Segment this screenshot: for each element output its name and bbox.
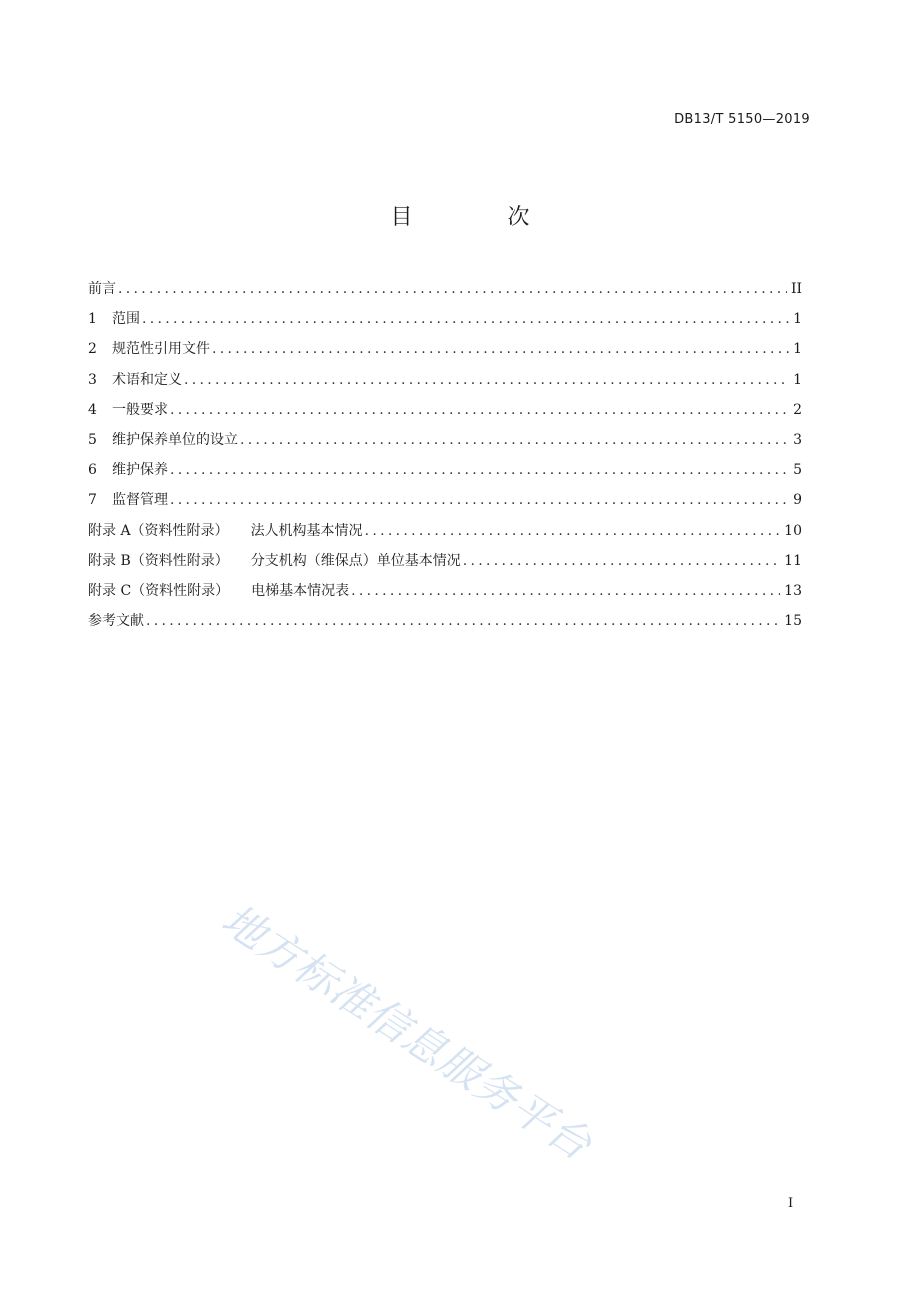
toc-entry-subtitle: 法人机构基本情况 <box>250 522 363 539</box>
toc-entry-bibliography[interactable] <box>88 610 802 640</box>
toc-title: 目 次 <box>390 205 574 230</box>
toc-entry-appendix-c[interactable] <box>88 580 802 610</box>
toc-entry-number: 2 <box>88 341 97 358</box>
toc-entry-scope[interactable] <box>88 308 802 338</box>
toc-entry-page: 9 <box>793 492 802 509</box>
toc-entry-title: 附录 B（资料性附录） <box>88 552 229 569</box>
dot-leader <box>463 553 780 569</box>
dot-leader <box>184 372 789 388</box>
toc-entry-title: 术语和定义 <box>112 371 182 388</box>
dot-leader <box>170 462 789 478</box>
dot-leader <box>118 281 787 297</box>
toc-entry-number: 3 <box>88 371 97 388</box>
toc-entry-number: 5 <box>88 431 97 448</box>
dot-leader <box>170 492 789 508</box>
toc-entry-page: 15 <box>784 613 802 630</box>
toc-entry-title: 前言 <box>88 281 116 297</box>
toc-entry-page: 2 <box>793 401 802 418</box>
toc-entry-foreword[interactable] <box>88 278 802 308</box>
toc-entry-title: 维护保养单位的设立 <box>112 431 238 448</box>
page-number: I <box>788 1196 794 1211</box>
toc-entry-page: II <box>790 281 802 297</box>
dot-leader <box>146 613 780 629</box>
dot-leader <box>212 341 789 357</box>
watermark: 地方标准信息服务平台 <box>213 894 601 1170</box>
toc-entry-terms-definitions[interactable] <box>88 369 802 399</box>
toc-entry-page: 5 <box>793 462 802 479</box>
toc-entry-subtitle: 电梯基本情况表 <box>251 582 350 599</box>
dot-leader <box>240 432 789 448</box>
toc-entry-page: 3 <box>793 431 802 448</box>
toc-entry-title: 规范性引用文件 <box>112 341 210 358</box>
toc-entry-normative-references[interactable] <box>88 338 802 368</box>
toc-entry-title: 附录 C（资料性附录） <box>88 582 230 599</box>
toc-entry-title: 范围 <box>112 311 140 328</box>
toc-entry-maintenance[interactable] <box>88 459 802 489</box>
toc-entry-title: 监督管理 <box>112 492 168 509</box>
toc-entry-number: 4 <box>88 401 97 418</box>
toc-entry-page: 10 <box>784 522 802 539</box>
toc-entry-number: 6 <box>88 462 97 479</box>
toc-entry-title: 维护保养 <box>112 462 168 479</box>
toc-entry-page: 1 <box>793 341 802 358</box>
toc-entry-page: 11 <box>784 552 802 569</box>
toc-entry-page: 1 <box>793 311 802 328</box>
toc-entry-general-requirements[interactable] <box>88 399 802 429</box>
toc-entry-page: 1 <box>793 371 802 388</box>
toc-entry-unit-establishment[interactable] <box>88 429 802 459</box>
toc-entry-title: 附录 A（资料性附录） <box>88 522 229 539</box>
dot-leader <box>351 583 780 599</box>
toc-entry-page: 13 <box>784 582 802 599</box>
toc-entry-title: 一般要求 <box>112 401 168 418</box>
toc-entry-number: 1 <box>88 311 97 328</box>
toc-entry-title: 参考文献 <box>88 613 144 630</box>
dot-leader <box>170 402 789 418</box>
toc-entry-subtitle: 分支机构（维保点）单位基本情况 <box>250 552 461 569</box>
toc-entry-appendix-a[interactable] <box>88 520 802 550</box>
toc-entry-appendix-b[interactable] <box>88 550 802 580</box>
dot-leader <box>142 311 789 327</box>
toc-entry-supervision[interactable] <box>88 489 802 519</box>
document-code: DB13/T 5150—2019 <box>674 112 810 127</box>
table-of-contents <box>88 278 802 640</box>
dot-leader <box>365 523 781 539</box>
toc-entry-number: 7 <box>88 492 97 509</box>
